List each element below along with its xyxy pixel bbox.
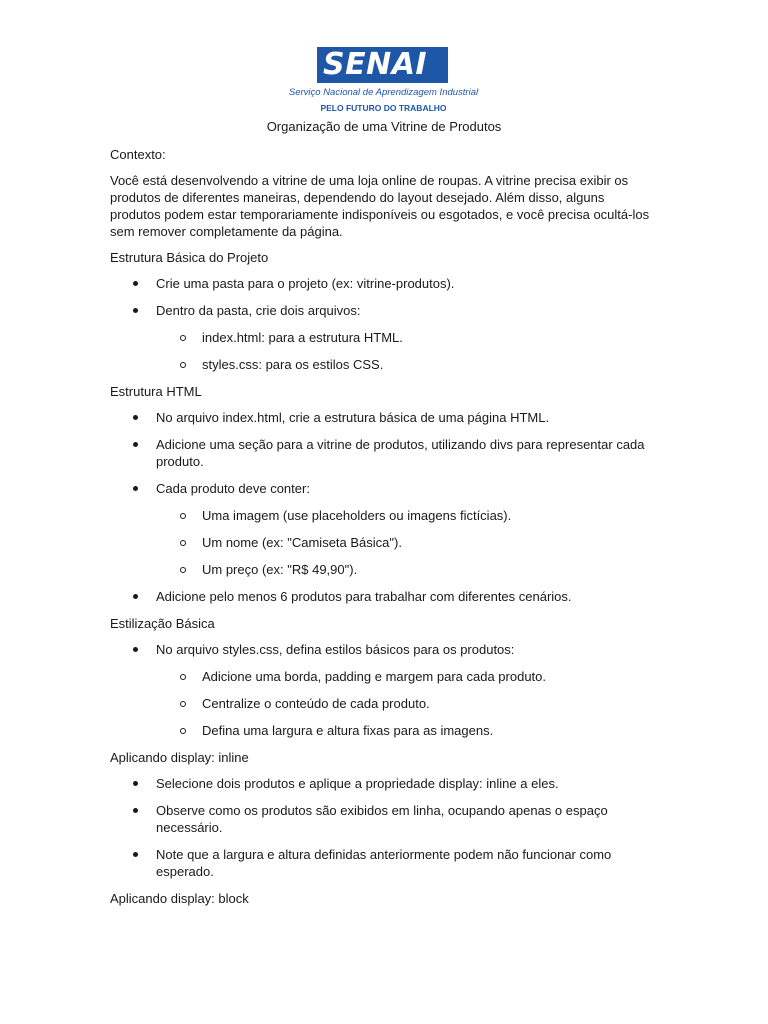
sub-list-item-text: styles.css: para os estilos CSS. xyxy=(202,357,384,372)
bullet-icon xyxy=(133,808,138,813)
sub-list xyxy=(156,329,650,373)
list-item-text: Adicione pelo menos 6 produtos para trabalhar com diferentes cenários. xyxy=(156,589,572,604)
list-item xyxy=(110,641,650,739)
section-heading: Estilização Básica xyxy=(110,616,215,631)
list-item xyxy=(110,409,650,426)
list-item xyxy=(110,846,650,880)
sub-list-item xyxy=(156,534,650,551)
bullet-list xyxy=(110,409,650,605)
list-item xyxy=(110,588,650,605)
bullet-list xyxy=(110,641,650,739)
sub-list-item xyxy=(156,356,650,373)
sub-list xyxy=(156,668,650,739)
document-body xyxy=(110,146,650,916)
bullet-icon xyxy=(133,442,138,447)
section-heading: Estrutura Básica do Projeto xyxy=(110,250,269,265)
circle-bullet-icon xyxy=(180,362,186,368)
section-heading: Aplicando display: inline xyxy=(110,750,249,765)
list-item xyxy=(110,436,650,470)
list-item-text: Dentro da pasta, crie dois arquivos: xyxy=(156,303,361,318)
circle-bullet-icon xyxy=(180,513,186,519)
sub-list-item xyxy=(156,668,650,685)
sub-list xyxy=(156,507,650,578)
circle-bullet-icon xyxy=(180,701,186,707)
sub-list-item-text: Centralize o conteúdo de cada produto. xyxy=(202,696,430,711)
bullet-icon xyxy=(133,781,138,786)
list-item-text: No arquivo styles.css, defina estilos básicos para os produtos: xyxy=(156,642,515,657)
circle-bullet-icon xyxy=(180,335,186,341)
bullet-icon xyxy=(133,415,138,420)
bullet-icon xyxy=(133,647,138,652)
section-heading: Estrutura HTML xyxy=(110,384,202,399)
sub-list-item-text: Adicione uma borda, padding e margem para cada produto. xyxy=(202,669,546,684)
bullet-list xyxy=(110,275,650,373)
list-item-text: Adicione uma seção para a vitrine de produtos, utilizando divs para representar cada produto. xyxy=(156,437,645,469)
list-item-text: Note que a largura e altura definidas anteriormente podem não funcionar como esperado. xyxy=(156,847,612,879)
sections-container xyxy=(110,249,650,907)
bullet-icon xyxy=(133,281,138,286)
context-text: Você está desenvolvendo a vitrine de uma loja online de roupas. A vitrine precisa exibir os produtos de diferentes maneiras, dependendo do layout desejado. Além disso, alguns produtos podem estar temporariamente indisponíveis ou esgotados, e você precisa ocultá-los sem remover completamente da página. xyxy=(110,173,650,239)
list-item-text: Observe como os produtos são exibidos em linha, ocupando apenas o espaço necessário. xyxy=(156,803,608,835)
circle-bullet-icon xyxy=(180,567,186,573)
bullet-icon xyxy=(133,594,138,599)
sub-list-item-text: Defina uma largura e altura fixas para as imagens. xyxy=(202,723,494,738)
sub-list-item-text: Um nome (ex: "Camiseta Básica"). xyxy=(202,535,402,550)
list-item-text: No arquivo index.html, crie a estrutura básica de uma página HTML. xyxy=(156,410,550,425)
senai-logo-box xyxy=(317,47,448,83)
logo-slogan: PELO FUTURO DO TRABALHO xyxy=(320,103,447,113)
circle-bullet-icon xyxy=(180,540,186,546)
list-item xyxy=(110,302,650,373)
sub-list-item xyxy=(156,507,650,524)
context-label: Contexto: xyxy=(110,147,166,162)
circle-bullet-icon xyxy=(180,728,186,734)
bullet-icon xyxy=(133,486,138,491)
sub-list-item xyxy=(156,722,650,739)
list-item xyxy=(110,275,650,292)
list-item-text: Selecione dois produtos e aplique a propriedade display: inline a eles. xyxy=(156,776,559,791)
list-item xyxy=(110,802,650,836)
sub-list-item-text: Uma imagem (use placeholders ou imagens fictícias). xyxy=(202,508,512,523)
sub-list-item-text: Um preço (ex: "R$ 49,90"). xyxy=(202,562,358,577)
list-item-text: Cada produto deve conter: xyxy=(156,481,310,496)
bullet-icon xyxy=(133,308,138,313)
document-title: Organização de uma Vitrine de Produtos xyxy=(266,119,502,134)
section-heading: Aplicando display: block xyxy=(110,891,249,906)
senai-logo xyxy=(279,44,488,116)
sub-list-item xyxy=(156,695,650,712)
sub-list-item-text: index.html: para a estrutura HTML. xyxy=(202,330,403,345)
sub-list-item xyxy=(156,329,650,346)
list-item xyxy=(110,480,650,578)
sub-list-item xyxy=(156,561,650,578)
logo-subtitle: Serviço Nacional de Aprendizagem Industrial xyxy=(288,87,479,98)
bullet-list xyxy=(110,775,650,880)
circle-bullet-icon xyxy=(180,674,186,680)
list-item-text: Crie uma pasta para o projeto (ex: vitrine-produtos). xyxy=(156,276,455,291)
bullet-icon xyxy=(133,852,138,857)
logo-brand: SENAI xyxy=(323,47,428,82)
list-item xyxy=(110,775,650,792)
